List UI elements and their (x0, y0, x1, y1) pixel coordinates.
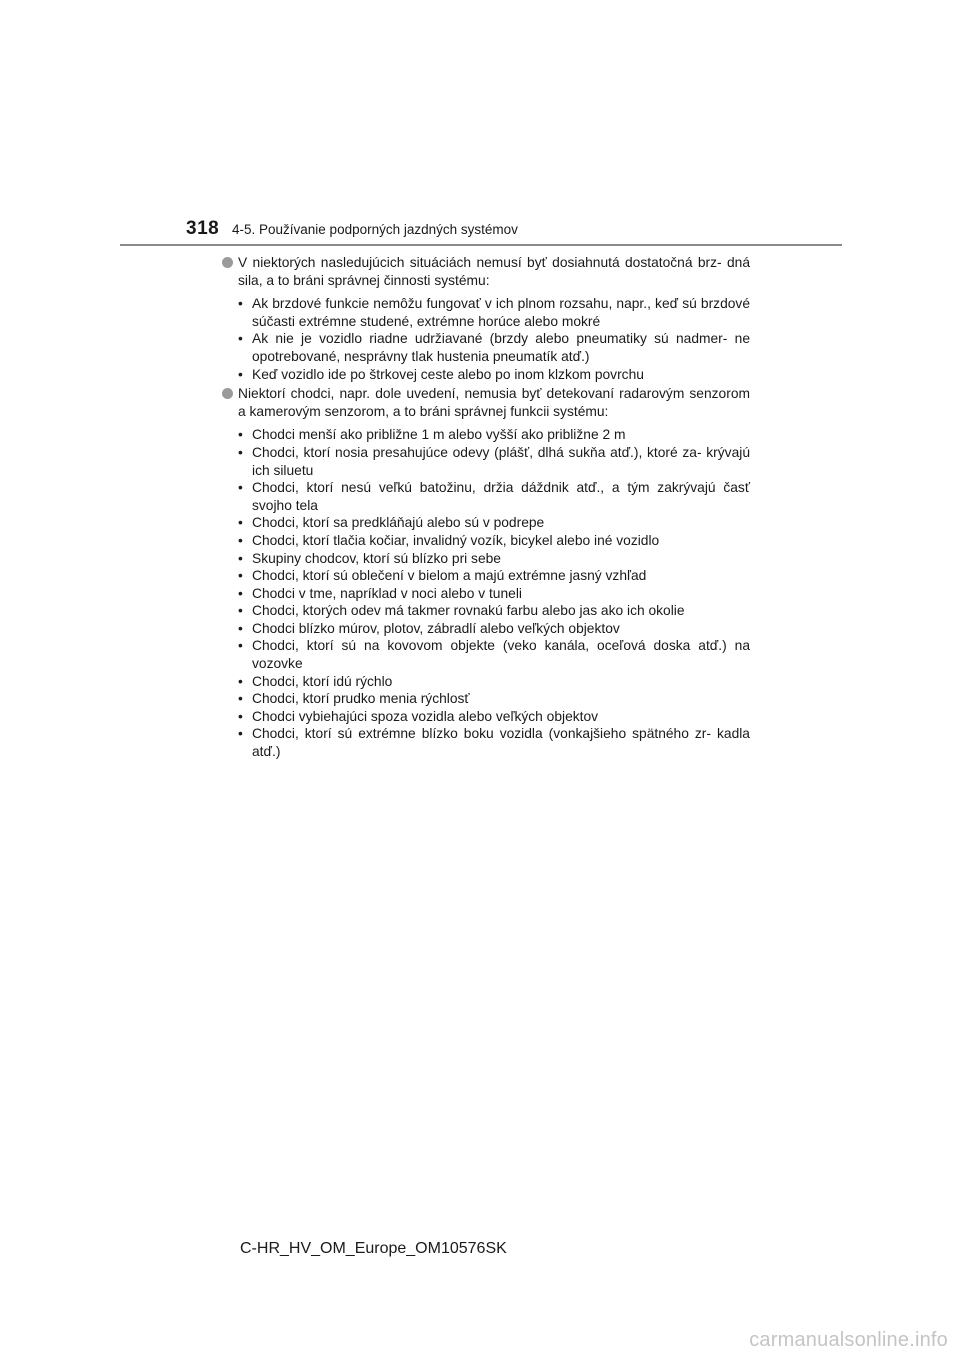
list-item: • Chodci, ktorí nosia presahujúce odevy (plášť, dlhá sukňa atď.), ktoré za- krývajú ich siluetu (238, 444, 750, 479)
list-item: • Chodci, ktorí sa predkláňajú alebo sú v podrepe (238, 514, 750, 532)
list-item: • Keď vozidlo ide po štrkovej ceste alebo po inom klzkom povrchu (238, 366, 750, 384)
page-number: 318 (186, 218, 220, 239)
list-item: • Chodci v tme, napríklad v noci alebo v tuneli (238, 585, 750, 603)
list-item: • Chodci menší ako približne 1 m alebo vyšší ako približne 2 m (238, 426, 750, 444)
list-item: • Chodci, ktorí sú extrémne blízko boku vozidla (vonkajšieho spätného zr- kadla atď.) (238, 725, 750, 760)
sub-list-braking (222, 295, 750, 383)
footer-code: C-HR_HV_OM_Europe_OM10576SK (240, 1240, 507, 1257)
list-item: • Chodci, ktorí sú na kovovom objekte (veko kanála, oceľová doska atď.) na vozovke (238, 637, 750, 672)
list-item: • Chodci, ktorí sú oblečení v bielom a majú extrémne jasný vzhľad (238, 567, 750, 585)
watermark[interactable]: carmanualsonline.info (749, 1329, 948, 1351)
list-item: • Chodci, ktorí prudko menia rýchlosť (238, 690, 750, 708)
bullet-block-braking (222, 254, 750, 289)
list-item: • Chodci, ktorých odev má takmer rovnakú farbu alebo jas ako ich okolie (238, 602, 750, 620)
list-item: • Chodci, ktorí idú rýchlo (238, 673, 750, 691)
list-item: • Ak brzdové funkcie nemôžu fungovať v ich plnom rozsahu, napr., keď sú brzdové súčasti extrémne studené, extrémne horúce alebo mokré (238, 295, 750, 330)
bullet-dot-icon (222, 388, 233, 399)
list-item: • Chodci blízko múrov, plotov, zábradlí alebo veľkých objektov (238, 620, 750, 638)
bullet-block-pedestrians (222, 385, 750, 420)
list-item: • Skupiny chodcov, ktorí sú blízko pri sebe (238, 550, 750, 568)
bullet-text: Niektorí chodci, napr. dole uvedení, nemusia byť detekovaní radarovým senzorom a kamerovým senzorom, a to bráni správnej funkcii systému: (238, 386, 750, 419)
content (222, 254, 750, 761)
chapter-title: 4-5. Používanie podporných jazdných systémov (232, 222, 518, 237)
list-item: • Ak nie je vozidlo riadne udržiavané (brzdy alebo pneumatiky sú nadmer- ne opotrebované, nesprávny tlak hustenia pneumatík atď.) (238, 330, 750, 365)
sub-list-pedestrians (222, 426, 750, 760)
bullet-text: V niektorých nasledujúcich situáciách nemusí byť dosiahnutá dostatočná brz- dná sila, a to bráni správnej činnosti systému: (238, 255, 750, 288)
list-item: • Chodci vybiehajúci spoza vozidla alebo veľkých objektov (238, 708, 750, 726)
list-item: • Chodci, ktorí nesú veľkú batožinu, držia dáždnik atď., a tým zakrývajú časť svojho tela (238, 479, 750, 514)
list-item: • Chodci, ktorí tlačia kočiar, invalidný vozík, bicykel alebo iné vozidlo (238, 532, 750, 550)
bullet-dot-icon (222, 257, 233, 268)
header-rule (120, 244, 842, 246)
